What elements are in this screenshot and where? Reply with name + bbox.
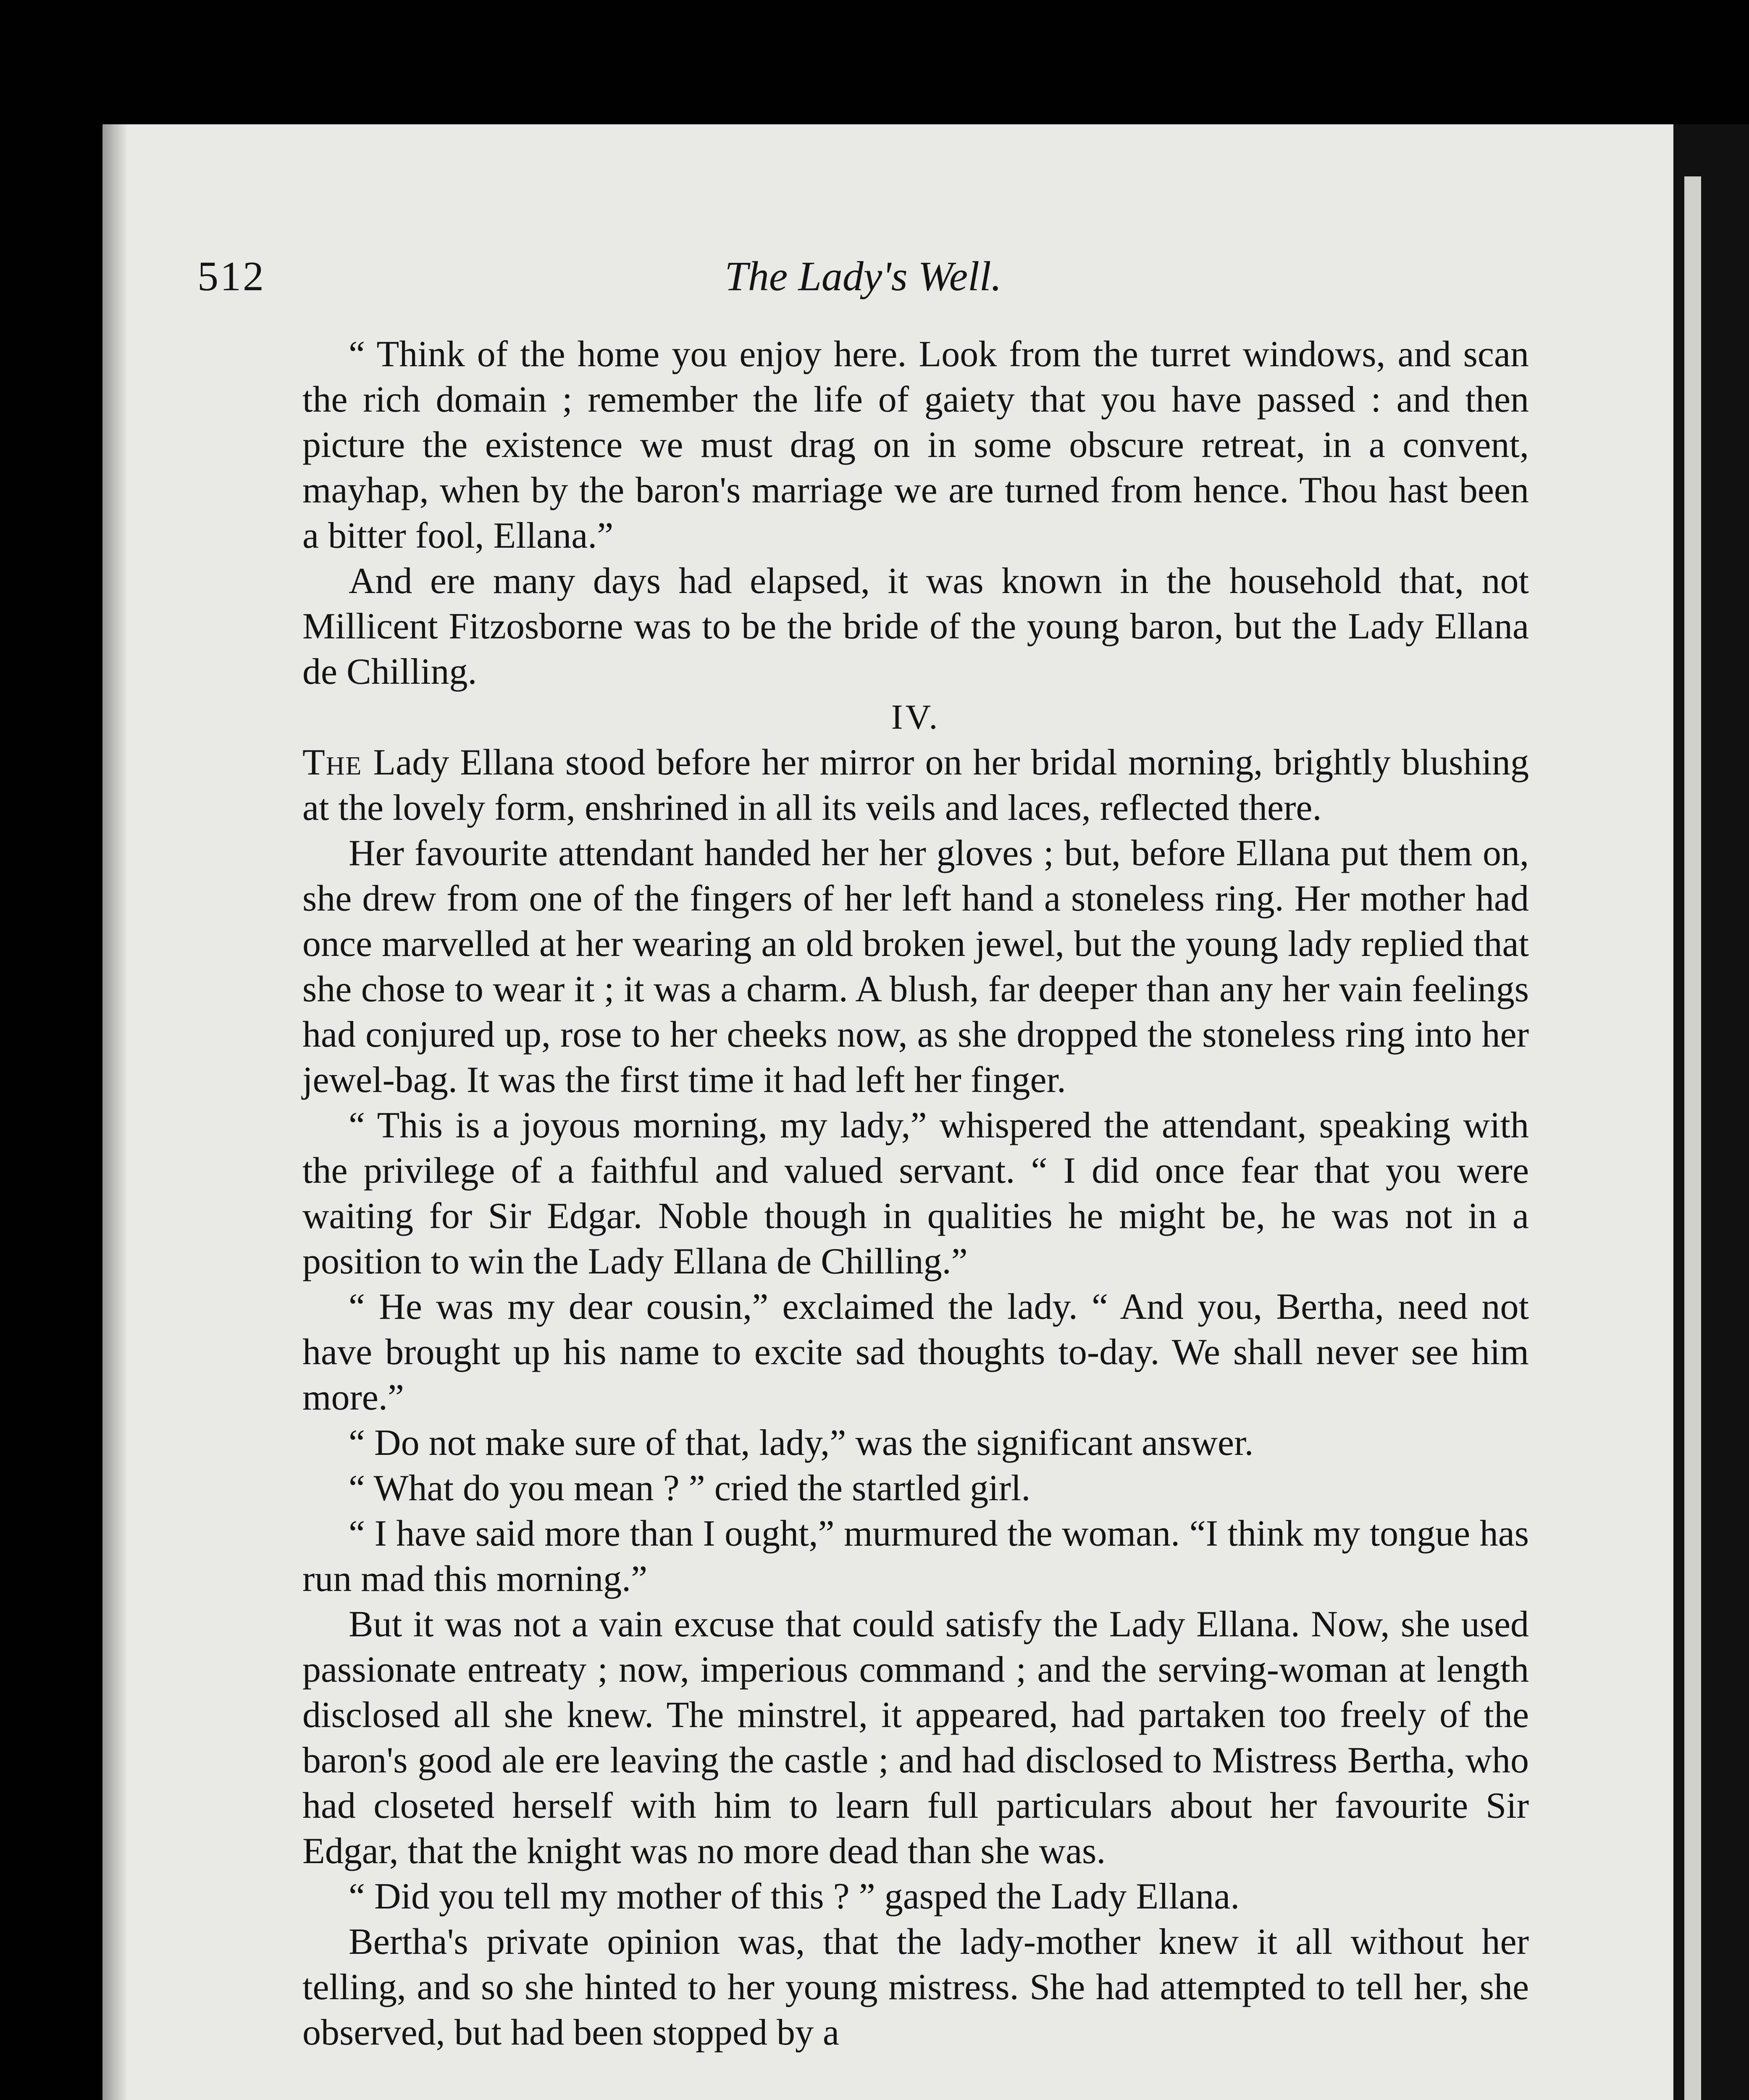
paragraph: But it was not a vain excuse that could satisfy the Lady Ellana. Now, she used passionate entreaty ; now, imperious command ; and the serving-woman at length disclosed all she knew. The minstrel, it appeared, had partaken too freely of the baron's good ale ere leaving the castle ; and had disclosed to Mistress Bertha, who had closeted herself with him to learn full particulars about her favourite Sir Edgar, that the knight was no more dead than she was. <box>302 1604 1529 1872</box>
paragraph: “ He was my dear cousin,” exclaimed the lady. “ And you, Bertha, need not have brought up his name to excite sad thoughts to-day. We shall never see him more.” <box>302 1286 1529 1418</box>
opening-text: Lady Ellana stood before her mirror on her bridal morning, brightly blushing at the lovely form, enshrined in all its veils and laces, reflected there. <box>302 742 1529 828</box>
paragraph-section-opening <box>302 740 1529 831</box>
paragraph: Bertha's private opinion was, that the lady-mother knew it all without her telling, and so she hinted to her young mistress. She had attempted to tell her, she observed, but had been stopped by a <box>302 1922 1529 2053</box>
paragraph: “ This is a joyous morning, my lady,” whispered the attendant, speaking with the privilege of a faithful and valued servant. “ I did once fear that you were waiting for Sir Edgar. Noble though in qualities he might be, he was not in a position to win the Lady Ellana de Chilling.” <box>302 1105 1529 1282</box>
page-number: 512 <box>197 253 265 299</box>
paragraph: “ Think of the home you enjoy here. Look from the turret windows, and scan the rich domain ; remember the life of gaiety that you have passed : and then picture the existence we must drag on in some obscure retreat, in a convent, mayhap, when by the baron's marriage we are turned from hence. Thou hast been a bitter fool, Ellana.” <box>302 334 1529 556</box>
paragraph: “ I have said more than I ought,” murmured the woman. “I think my tongue has run mad this morning.” <box>302 1513 1529 1599</box>
gutter-shadow <box>102 124 128 2100</box>
paragraph: “ What do you mean ? ” cried the startled girl. <box>349 1468 1031 1509</box>
adjacent-page-strip <box>1684 176 1701 2100</box>
paragraph: “ Did you tell my mother of this ? ” gasped the Lady Ellana. <box>349 1876 1240 1917</box>
opening-word: The <box>302 742 362 783</box>
paragraph: “ Do not make sure of that, lady,” was the significant answer. <box>349 1423 1254 1463</box>
paragraph: Her favourite attendant handed her her gloves ; but, before Ellana put them on, she drew from one of the fingers of her left hand a stoneless ring. Her mother had once marvelled at her wearing an old broken jewel, but the young lady replied that she chose to wear it ; it was a charm. A blush, far deeper than any her vain feelings had conjured up, rose to her cheeks now, as she dropped the stoneless ring into her jewel-bag. It was the first time it had left her finger. <box>302 833 1529 1100</box>
running-title: The Lady's Well. <box>725 253 1002 299</box>
section-heading: IV. <box>891 698 940 737</box>
page-body <box>302 332 1529 2055</box>
paragraph: And ere many days had elapsed, it was known in the household that, not Millicent Fitzosborne was to be the bride of the young baron, but the Lady Ellana de Chilling. <box>302 561 1529 692</box>
page-header <box>197 252 1529 311</box>
